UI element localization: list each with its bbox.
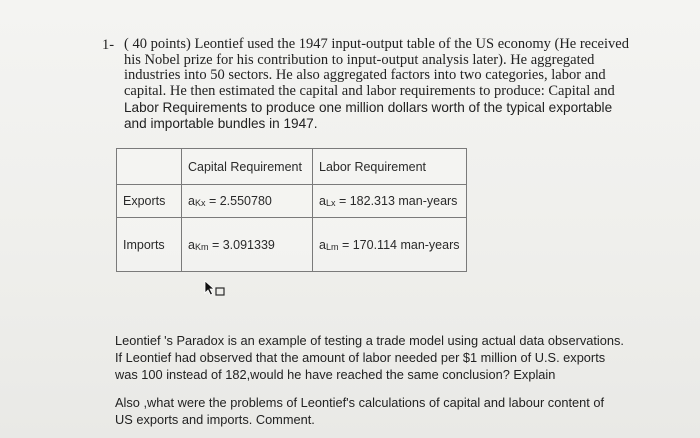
question-number: 1- [102, 37, 115, 53]
requirements-table [116, 148, 467, 272]
cell-subscript: Km [194, 241, 209, 252]
table-header-labor: Labor Requirement [313, 149, 467, 185]
paragraph-line: Also ,what were the problems of Leontief's calculations of capital and labour content of [115, 395, 605, 410]
cell-capital-imports [182, 218, 313, 272]
table-row [117, 218, 467, 272]
table-row [117, 185, 467, 218]
paragraph-line: US exports and imports. Comment. [115, 412, 315, 427]
cell-symbol: a [319, 237, 326, 252]
paragraph-line: If Leontief had observed that the amount of labor needed per $1 million of U.S. exports [115, 350, 606, 365]
cell-subscript: Lm [325, 241, 339, 252]
cell-value: = 2.550780 [208, 194, 272, 208]
paragraph-line: was 100 instead of 182,would he have reached the same conclusion? Explain [115, 367, 556, 382]
cell-subscript: Kx [194, 198, 206, 208]
question-text [124, 36, 629, 131]
table-header-row [117, 149, 467, 185]
cell-labor-imports [313, 218, 467, 272]
question-line: ( 40 points) Leontief used the 1947 input-output table of the US economy (He received [124, 36, 629, 52]
row-label-imports: Imports [117, 218, 182, 272]
question-line: and importable bundles in 1947. [124, 115, 318, 131]
question-line: his Nobel prize for his contribution to input-output analysis later). He aggregated [124, 51, 595, 68]
row-label-exports: Exports [117, 185, 182, 218]
question-line: capital. He then estimated the capital and labor requirements to produce: Capital and [124, 83, 615, 100]
paradox-question [115, 332, 624, 383]
problems-question [115, 394, 604, 428]
cell-value: = 3.091339 [211, 237, 275, 252]
question-line: industries into 50 sectors. He also aggregated factors into two categories, labor and [124, 67, 606, 84]
table-header-empty [117, 149, 182, 185]
cell-value: = 182.313 man-years [338, 194, 458, 208]
cell-value: = 170.114 man-years [341, 237, 460, 252]
paragraph-line: Leontief 's Paradox is an example of testing a trade model using actual data observations. [115, 333, 624, 348]
table-header-capital: Capital Requirement [182, 149, 313, 185]
question-line: Labor Requirements to produce one million dollars worth of the typical exportable [124, 99, 613, 115]
cell-symbol: a [188, 237, 195, 252]
mouse-pointer-icon [203, 279, 227, 299]
cell-symbol: a [188, 194, 195, 208]
cell-labor-exports [313, 185, 467, 218]
cell-capital-exports [182, 185, 313, 218]
cell-subscript: Lx [325, 198, 336, 208]
cell-symbol: a [319, 194, 326, 208]
